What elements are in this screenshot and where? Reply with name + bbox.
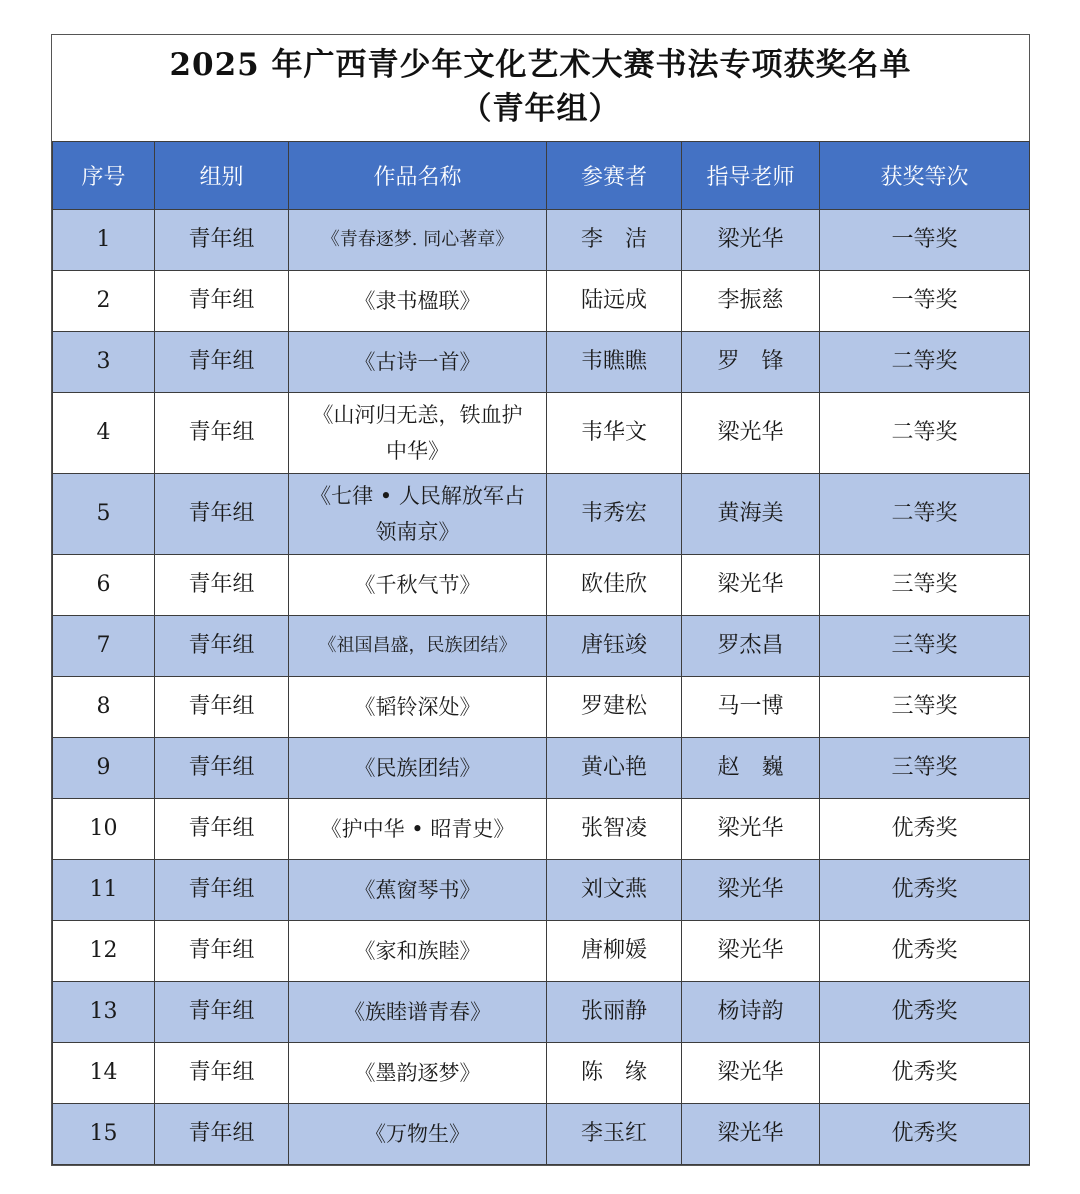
header-award: 获奖等次 <box>820 142 1030 210</box>
cell-participant: 韦华文 <box>547 393 682 474</box>
cell-work: 《家和族睦》 <box>289 921 547 982</box>
table-row <box>53 393 1030 474</box>
cell-group: 青年组 <box>155 271 289 332</box>
cell-teacher: 梁光华 <box>682 860 820 921</box>
cell-no: 15 <box>53 1104 155 1165</box>
cell-group: 青年组 <box>155 982 289 1043</box>
document-title: 2025 年广西青少年文化艺术大赛书法专项获奖名单 <box>169 47 912 83</box>
cell-no: 5 <box>53 474 155 555</box>
header-work: 作品名称 <box>289 142 547 210</box>
cell-participant: 陆远成 <box>547 271 682 332</box>
cell-group: 青年组 <box>155 738 289 799</box>
cell-teacher: 马一博 <box>682 677 820 738</box>
cell-work: 《护中华 • 昭青史》 <box>289 799 547 860</box>
cell-no: 12 <box>53 921 155 982</box>
cell-participant: 刘文燕 <box>547 860 682 921</box>
cell-work: 《千秋气节》 <box>289 555 547 616</box>
cell-no: 2 <box>53 271 155 332</box>
cell-award: 优秀奖 <box>820 1043 1030 1104</box>
cell-teacher: 罗 锋 <box>682 332 820 393</box>
award-list-sheet <box>51 34 1030 1166</box>
table-row <box>53 271 1030 332</box>
cell-award: 优秀奖 <box>820 860 1030 921</box>
table-row <box>53 1104 1030 1165</box>
cell-award: 优秀奖 <box>820 921 1030 982</box>
cell-work: 《墨韵逐梦》 <box>289 1043 547 1104</box>
cell-teacher: 罗杰昌 <box>682 616 820 677</box>
cell-teacher: 李振慈 <box>682 271 820 332</box>
cell-group: 青年组 <box>155 474 289 555</box>
cell-teacher: 梁光华 <box>682 393 820 474</box>
cell-work: 《七律 • 人民解放军占领南京》 <box>289 474 547 555</box>
cell-group: 青年组 <box>155 921 289 982</box>
cell-award: 三等奖 <box>820 616 1030 677</box>
cell-group: 青年组 <box>155 1104 289 1165</box>
cell-no: 3 <box>53 332 155 393</box>
cell-teacher: 梁光华 <box>682 1043 820 1104</box>
cell-group: 青年组 <box>155 332 289 393</box>
header-group: 组别 <box>155 142 289 210</box>
table-row <box>53 332 1030 393</box>
cell-work: 《蕉窗琴书》 <box>289 860 547 921</box>
cell-work: 《祖国昌盛，民族团结》 <box>289 616 547 677</box>
header-no: 序号 <box>53 142 155 210</box>
title-block <box>52 35 1029 141</box>
cell-participant: 韦秀宏 <box>547 474 682 555</box>
cell-teacher: 梁光华 <box>682 799 820 860</box>
header-participant: 参赛者 <box>547 142 682 210</box>
table-header-row <box>53 142 1030 210</box>
table-row <box>53 921 1030 982</box>
table-row <box>53 982 1030 1043</box>
cell-group: 青年组 <box>155 1043 289 1104</box>
cell-no: 8 <box>53 677 155 738</box>
cell-award: 二等奖 <box>820 332 1030 393</box>
cell-participant: 罗建松 <box>547 677 682 738</box>
cell-no: 4 <box>53 393 155 474</box>
cell-no: 10 <box>53 799 155 860</box>
cell-participant: 李玉红 <box>547 1104 682 1165</box>
cell-no: 14 <box>53 1043 155 1104</box>
cell-no: 11 <box>53 860 155 921</box>
cell-work: 《韬铃深处》 <box>289 677 547 738</box>
table-row <box>53 474 1030 555</box>
cell-award: 三等奖 <box>820 555 1030 616</box>
cell-work: 《族睦谱青春》 <box>289 982 547 1043</box>
cell-work: 《民族团结》 <box>289 738 547 799</box>
cell-award: 优秀奖 <box>820 1104 1030 1165</box>
cell-award: 二等奖 <box>820 393 1030 474</box>
cell-award: 三等奖 <box>820 738 1030 799</box>
cell-work: 《万物生》 <box>289 1104 547 1165</box>
cell-group: 青年组 <box>155 210 289 271</box>
cell-teacher: 梁光华 <box>682 555 820 616</box>
cell-award: 优秀奖 <box>820 799 1030 860</box>
table-row <box>53 799 1030 860</box>
table-row <box>53 555 1030 616</box>
cell-participant: 陈 缘 <box>547 1043 682 1104</box>
cell-teacher: 梁光华 <box>682 921 820 982</box>
cell-no: 6 <box>53 555 155 616</box>
table-row <box>53 616 1030 677</box>
cell-work: 《山河归无恙，铁血护中华》 <box>289 393 547 474</box>
cell-work: 《隶书楹联》 <box>289 271 547 332</box>
award-table <box>52 141 1030 1165</box>
cell-participant: 李 洁 <box>547 210 682 271</box>
cell-participant: 唐钰竣 <box>547 616 682 677</box>
cell-award: 一等奖 <box>820 210 1030 271</box>
cell-group: 青年组 <box>155 799 289 860</box>
cell-participant: 韦瞧瞧 <box>547 332 682 393</box>
cell-no: 13 <box>53 982 155 1043</box>
header-teacher: 指导老师 <box>682 142 820 210</box>
cell-award: 一等奖 <box>820 271 1030 332</box>
cell-participant: 黄心艳 <box>547 738 682 799</box>
cell-group: 青年组 <box>155 616 289 677</box>
table-row <box>53 677 1030 738</box>
cell-no: 1 <box>53 210 155 271</box>
table-row <box>53 738 1030 799</box>
cell-participant: 唐柳媛 <box>547 921 682 982</box>
cell-participant: 欧佳欣 <box>547 555 682 616</box>
cell-group: 青年组 <box>155 860 289 921</box>
cell-participant: 张智凌 <box>547 799 682 860</box>
cell-group: 青年组 <box>155 555 289 616</box>
cell-award: 优秀奖 <box>820 982 1030 1043</box>
table-row <box>53 210 1030 271</box>
cell-no: 7 <box>53 616 155 677</box>
document-subtitle: （青年组） <box>460 91 621 127</box>
cell-work: 《古诗一首》 <box>289 332 547 393</box>
cell-teacher: 赵 巍 <box>682 738 820 799</box>
cell-group: 青年组 <box>155 677 289 738</box>
cell-participant: 张丽静 <box>547 982 682 1043</box>
cell-group: 青年组 <box>155 393 289 474</box>
cell-no: 9 <box>53 738 155 799</box>
cell-teacher: 黄海美 <box>682 474 820 555</box>
cell-teacher: 杨诗韵 <box>682 982 820 1043</box>
cell-teacher: 梁光华 <box>682 1104 820 1165</box>
cell-work: 《青春逐梦. 同心著章》 <box>289 210 547 271</box>
cell-teacher: 梁光华 <box>682 210 820 271</box>
cell-award: 三等奖 <box>820 677 1030 738</box>
cell-award: 二等奖 <box>820 474 1030 555</box>
table-row <box>53 1043 1030 1104</box>
table-row <box>53 860 1030 921</box>
